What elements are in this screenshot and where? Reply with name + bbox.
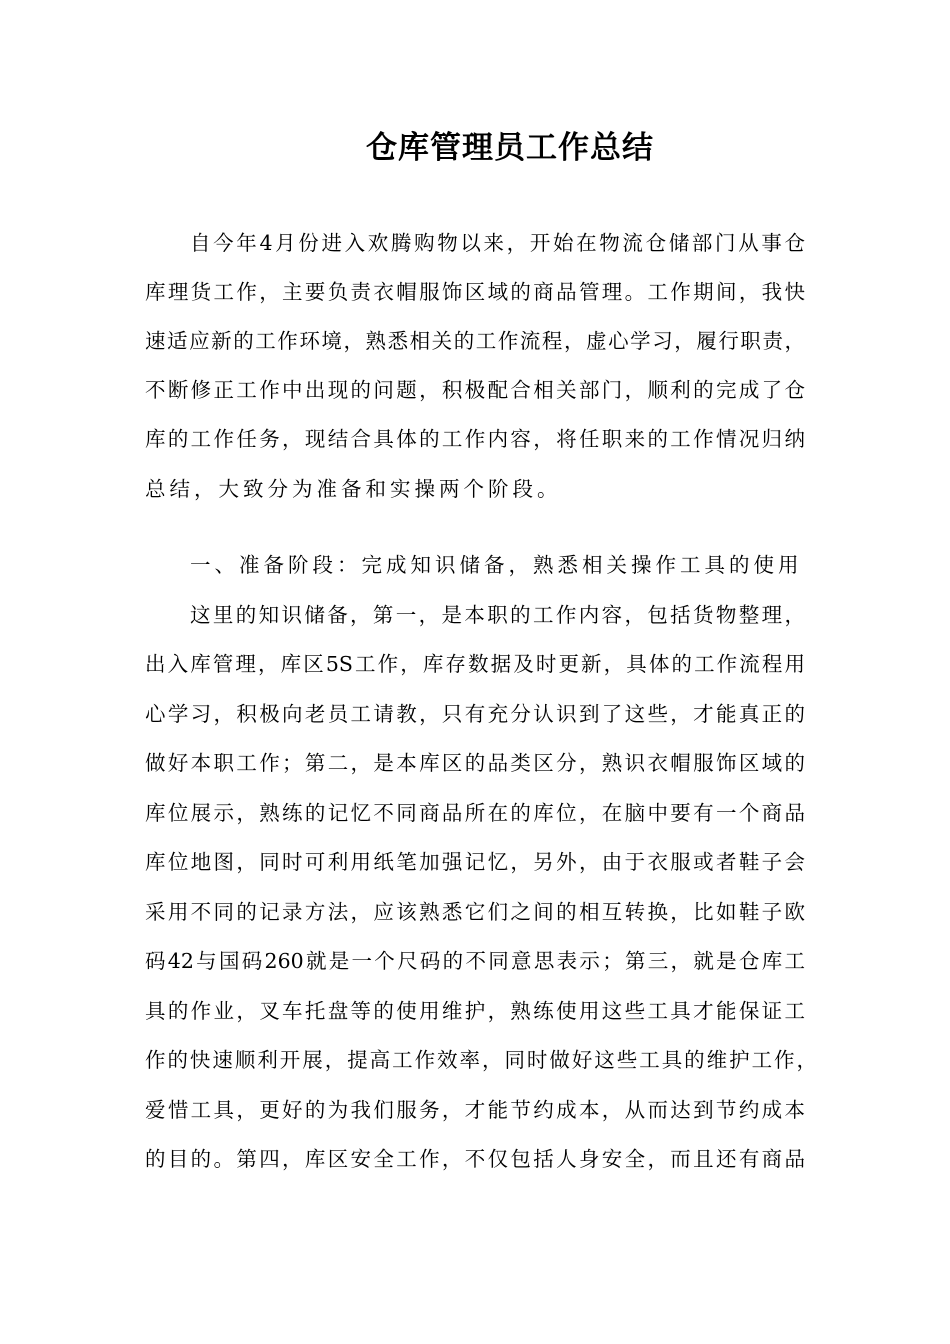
text-line: 这里的知识储备，第一，是本职的工作内容，包括货物整理，: [190, 603, 805, 627]
text-line: 不断修正工作中出现的问题，积极配合相关部门，顺利的完成了仓: [145, 378, 805, 402]
text-line: 爱惜工具，更好的为我们服务，才能节约成本，从而达到节约成本: [145, 1098, 805, 1122]
text-line: 采用不同的记录方法，应该熟悉它们之间的相互转换，比如鞋子欧: [145, 900, 805, 924]
text-line: 自今年4月份进入欢腾购物以来，开始在物流仓储部门从事仓: [190, 231, 805, 255]
text-line: 作的快速顺利开展，提高工作效率，同时做好这些工具的维护工作，: [145, 1048, 817, 1072]
text-line: 库位地图，同时可利用纸笔加强记忆，另外，由于衣服或者鞋子会: [145, 850, 805, 874]
document-title: 仓库管理员工作总结: [366, 130, 654, 166]
text-line: 库位展示，熟练的记忆不同商品所在的库位，在脑中要有一个商品: [145, 801, 805, 825]
text-line: 库理货工作，主要负责衣帽服饰区域的商品管理。工作期间，我快: [145, 280, 805, 304]
text-line: 具的作业，叉车托盘等的使用维护，熟练使用这些工具才能保证工: [145, 999, 805, 1023]
text-line: 总结，大致分为准备和实操两个阶段。: [145, 477, 562, 501]
text-line: 码42与国码260就是一个尺码的不同意思表示；第三，就是仓库工: [145, 949, 805, 973]
text-line: 心学习，积极向老员工请教，只有充分认识到了这些，才能真正的: [145, 702, 805, 726]
text-line: 库的工作任务，现结合具体的工作内容，将任职来的工作情况归纳: [145, 427, 805, 451]
text-line: 出入库管理，库区5S工作，库存数据及时更新，具体的工作流程用: [145, 652, 805, 676]
text-line: 的目的。第四，库区安全工作，不仅包括人身安全，而且还有商品: [145, 1147, 805, 1171]
text-line: 速适应新的工作环境，熟悉相关的工作流程，虚心学习，履行职责，: [145, 329, 805, 353]
text-line: 做好本职工作；第二，是本库区的品类区分，熟识衣帽服饰区域的: [145, 751, 805, 775]
section-heading: 一、准备阶段：完成知识储备，熟悉相关操作工具的使用: [190, 553, 803, 577]
